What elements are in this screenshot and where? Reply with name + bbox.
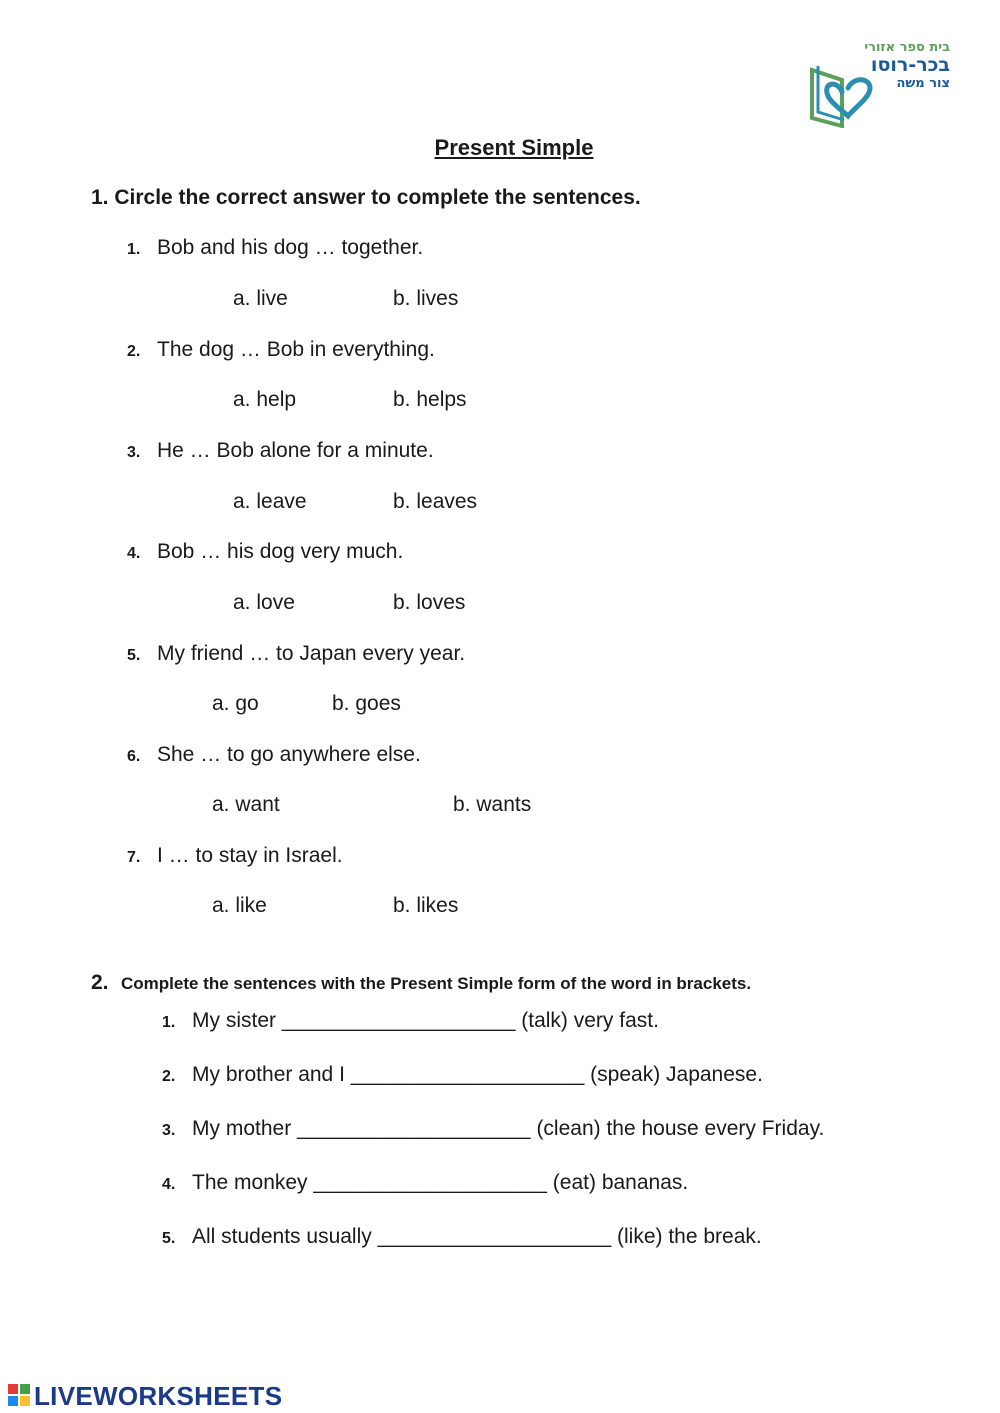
option-a[interactable]: a. live: [233, 287, 288, 310]
fill-item-number: 1.: [162, 1014, 176, 1031]
question-number: 5.: [127, 647, 141, 664]
question-number: 2.: [127, 343, 141, 360]
fill-item-number: 4.: [162, 1176, 176, 1193]
option-b[interactable]: b. helps: [393, 388, 467, 411]
cube-blue-icon: [8, 1396, 18, 1406]
fill-item-text[interactable]: The monkey ____________________ (eat) bananas.: [192, 1171, 689, 1194]
question-text: The dog … Bob in everything.: [157, 338, 435, 361]
logo-line-1: בית ספר אזורי: [864, 40, 950, 55]
question-text: She … to go anywhere else.: [157, 743, 421, 766]
option-b[interactable]: b. likes: [393, 894, 459, 917]
section-1-heading: 1. Circle the correct answer to complete the sentences.: [91, 186, 641, 209]
question-number: 7.: [127, 849, 141, 866]
question-text: Bob and his dog … together.: [157, 236, 424, 259]
question-number: 4.: [127, 545, 141, 562]
option-b[interactable]: b. goes: [332, 692, 401, 715]
fill-item-number: 5.: [162, 1230, 176, 1247]
fill-item-text[interactable]: My mother ____________________ (clean) the house every Friday.: [192, 1117, 825, 1140]
question-number: 1.: [127, 241, 141, 258]
option-b[interactable]: b. loves: [393, 591, 466, 614]
fill-item-text[interactable]: My brother and I ____________________ (speak) Japanese.: [192, 1063, 763, 1086]
school-logo: [806, 38, 956, 130]
fill-item-text[interactable]: All students usually ____________________ (like) the break.: [192, 1225, 762, 1248]
logo-line-3: צור משה: [896, 76, 950, 91]
cubes-logo-icon: [8, 1384, 32, 1408]
option-a[interactable]: a. want: [212, 793, 280, 816]
option-a[interactable]: a. leave: [233, 490, 307, 513]
logo-line-2: בכר-רוסו: [870, 54, 950, 76]
cube-yellow-icon: [20, 1396, 30, 1406]
footer-brand: LIVEWORKSHEETS: [34, 1381, 283, 1411]
cube-red-icon: [8, 1384, 18, 1394]
option-a[interactable]: a. love: [233, 591, 295, 614]
cube-green-icon: [20, 1384, 30, 1394]
book-heart-icon: [808, 62, 880, 128]
option-b[interactable]: b. leaves: [393, 490, 478, 513]
option-a[interactable]: a. go: [212, 692, 259, 715]
fill-item-number: 2.: [162, 1068, 176, 1085]
option-a[interactable]: a. like: [212, 894, 267, 917]
fill-item-number: 3.: [162, 1122, 176, 1139]
fill-item-text[interactable]: My sister ____________________ (talk) very fast.: [192, 1009, 659, 1032]
option-b[interactable]: b. wants: [453, 793, 532, 816]
section-2-heading: Complete the sentences with the Present Simple form of the word in brackets.: [121, 974, 752, 993]
question-text: He … Bob alone for a minute.: [157, 439, 434, 462]
question-text: I … to stay in Israel.: [157, 844, 343, 867]
question-number: 3.: [127, 444, 141, 461]
question-text: My friend … to Japan every year.: [157, 642, 466, 665]
option-b[interactable]: b. lives: [393, 287, 459, 310]
question-text: Bob … his dog very much.: [157, 540, 404, 563]
page-title: Present Simple: [434, 135, 594, 160]
question-number: 6.: [127, 748, 141, 765]
option-a[interactable]: a. help: [233, 388, 297, 411]
section-2-number: 2.: [91, 971, 109, 994]
